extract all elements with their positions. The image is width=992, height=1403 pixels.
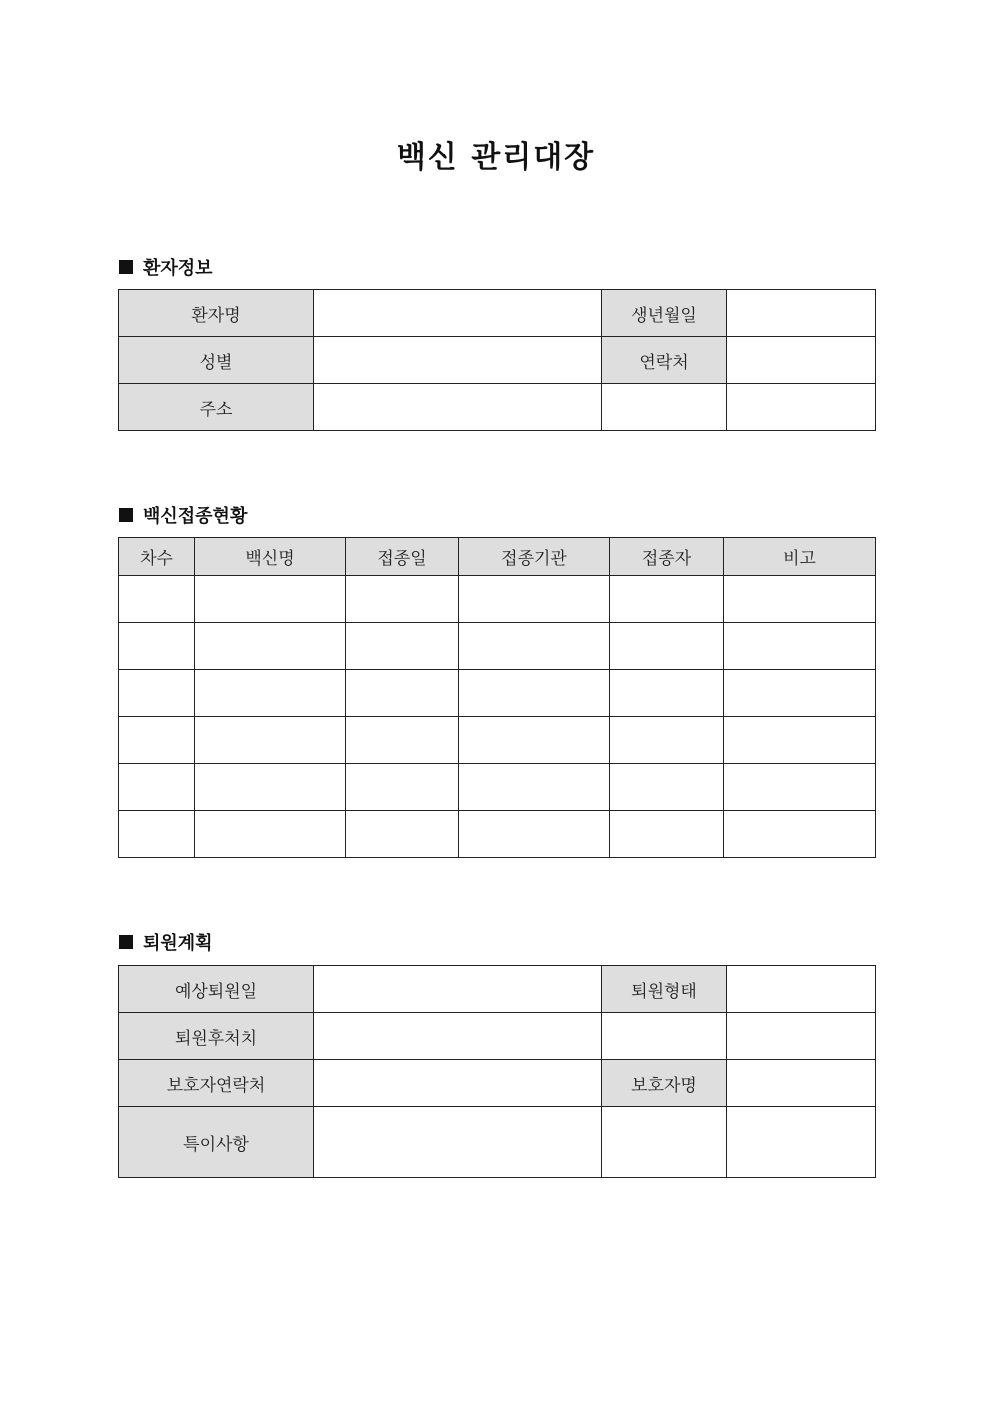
table-row: [119, 1060, 876, 1107]
blank-cell[interactable]: [602, 1013, 727, 1060]
section-vaccination-heading: [119, 502, 247, 528]
table-cell[interactable]: [724, 764, 876, 811]
table-cell[interactable]: [119, 670, 195, 717]
table-cell[interactable]: [610, 623, 724, 670]
address-label: 주소: [119, 384, 314, 431]
blank-cell[interactable]: [727, 1107, 876, 1178]
table-row: [119, 337, 876, 384]
expected-discharge-date-label: 예상퇴원일: [119, 966, 314, 1013]
contact-label: 연락처: [602, 337, 727, 384]
table-cell[interactable]: [459, 623, 610, 670]
table-cell[interactable]: [195, 670, 346, 717]
table-row: [119, 717, 876, 764]
table-cell[interactable]: [119, 811, 195, 858]
table-cell[interactable]: [119, 576, 195, 623]
patient-name-label: 환자명: [119, 290, 314, 337]
blank-cell[interactable]: [602, 1107, 727, 1178]
table-cell[interactable]: [119, 764, 195, 811]
square-bullet-icon: [119, 935, 133, 949]
table-cell[interactable]: [724, 811, 876, 858]
patient-info-table: [118, 289, 876, 431]
table-cell[interactable]: [346, 811, 459, 858]
expected-discharge-date-field[interactable]: [314, 966, 602, 1013]
table-cell[interactable]: [610, 717, 724, 764]
section-discharge-heading: [119, 929, 213, 955]
table-cell[interactable]: [346, 670, 459, 717]
sex-field[interactable]: [314, 337, 602, 384]
table-cell[interactable]: [346, 717, 459, 764]
patient-name-field[interactable]: [314, 290, 602, 337]
table-cell[interactable]: [724, 670, 876, 717]
column-header-remarks: 비고: [724, 538, 876, 576]
guardian-name-field[interactable]: [727, 1060, 876, 1107]
table-cell[interactable]: [610, 576, 724, 623]
table-cell[interactable]: [724, 717, 876, 764]
table-cell[interactable]: [346, 623, 459, 670]
section-title-text: 백신접종현황: [143, 506, 248, 527]
table-cell[interactable]: [459, 576, 610, 623]
birthdate-label: 생년월일: [602, 290, 727, 337]
section-title-text: 퇴원계획: [143, 933, 213, 954]
table-cell[interactable]: [724, 623, 876, 670]
square-bullet-icon: [119, 508, 133, 522]
table-row: [119, 811, 876, 858]
table-row: [119, 623, 876, 670]
table-cell[interactable]: [459, 764, 610, 811]
section-title-text: 환자정보: [143, 258, 213, 279]
special-notes-field[interactable]: [314, 1107, 602, 1178]
table-cell[interactable]: [459, 670, 610, 717]
table-cell[interactable]: [195, 764, 346, 811]
contact-field[interactable]: [727, 337, 876, 384]
blank-cell[interactable]: [727, 384, 876, 431]
birthdate-field[interactable]: [727, 290, 876, 337]
sex-label: 성별: [119, 337, 314, 384]
table-header-row: [119, 538, 876, 576]
section-patient-heading: [119, 254, 213, 280]
post-discharge-care-field[interactable]: [314, 1013, 602, 1060]
blank-cell[interactable]: [727, 1013, 876, 1060]
discharge-type-field[interactable]: [727, 966, 876, 1013]
guardian-contact-field[interactable]: [314, 1060, 602, 1107]
table-cell[interactable]: [195, 576, 346, 623]
table-cell[interactable]: [195, 623, 346, 670]
table-row: [119, 290, 876, 337]
table-row: [119, 670, 876, 717]
table-cell[interactable]: [119, 623, 195, 670]
table-row: [119, 966, 876, 1013]
column-header-date: 접종일: [346, 538, 459, 576]
column-header-round: 차수: [119, 538, 195, 576]
table-cell[interactable]: [195, 811, 346, 858]
table-cell[interactable]: [119, 717, 195, 764]
guardian-contact-label: 보호자연락처: [119, 1060, 314, 1107]
table-row: [119, 1013, 876, 1060]
table-cell[interactable]: [459, 717, 610, 764]
special-notes-label: 특이사항: [119, 1107, 314, 1178]
column-header-vaccine-name: 백신명: [195, 538, 346, 576]
address-field[interactable]: [314, 384, 602, 431]
post-discharge-care-label: 퇴원후처치: [119, 1013, 314, 1060]
table-cell[interactable]: [459, 811, 610, 858]
column-header-administrator: 접종자: [610, 538, 724, 576]
square-bullet-icon: [119, 260, 133, 274]
table-row: [119, 576, 876, 623]
table-cell[interactable]: [346, 764, 459, 811]
table-cell[interactable]: [610, 670, 724, 717]
table-cell[interactable]: [195, 717, 346, 764]
column-header-institution: 접종기관: [459, 538, 610, 576]
table-cell[interactable]: [610, 811, 724, 858]
discharge-plan-table: [118, 965, 876, 1178]
table-row: [119, 384, 876, 431]
page-title: 백신 관리대장: [396, 140, 596, 175]
table-cell[interactable]: [346, 576, 459, 623]
blank-cell[interactable]: [602, 384, 727, 431]
vaccination-table: [118, 537, 876, 858]
table-row: [119, 1107, 876, 1178]
table-row: [119, 764, 876, 811]
guardian-name-label: 보호자명: [602, 1060, 727, 1107]
table-cell[interactable]: [724, 576, 876, 623]
table-cell[interactable]: [610, 764, 724, 811]
discharge-type-label: 퇴원형태: [602, 966, 727, 1013]
